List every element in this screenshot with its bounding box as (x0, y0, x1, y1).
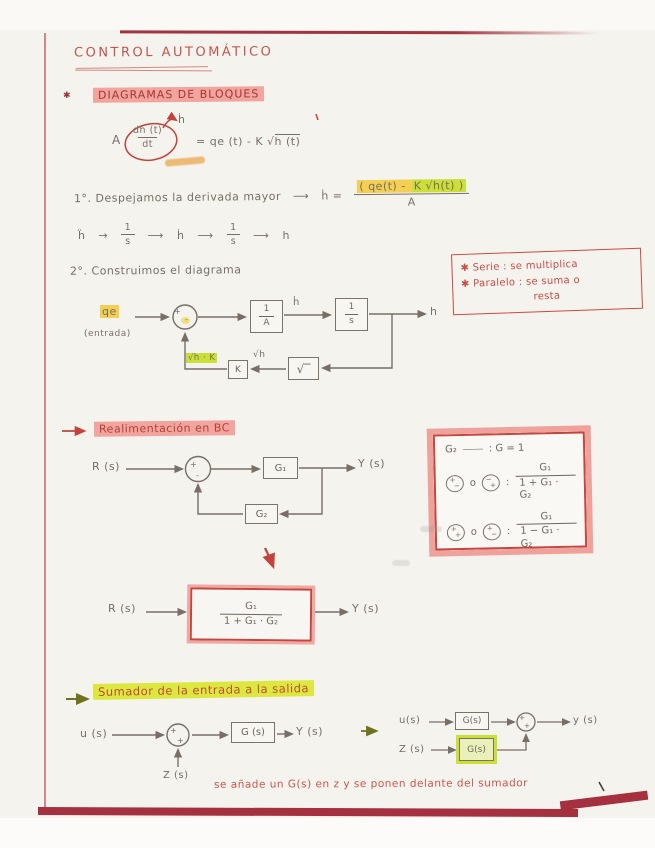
chain-f1-den: s (121, 234, 134, 248)
block-G2-text: G₂ (255, 508, 268, 520)
d1-hdot-label: ḣ (293, 297, 300, 308)
chain-h: h (282, 228, 290, 242)
block-G2 (245, 504, 278, 524)
formula-r3-colon: : (506, 525, 511, 537)
r3-c1-sign-b: + (454, 530, 461, 539)
step1-num-yellow: ( qe(t) - (359, 179, 410, 194)
section1-bullet: ✱ (63, 91, 72, 101)
sumador-right-wires (429, 713, 569, 750)
section1-heading-text: DIAGRAMAS DE BLOQUES (93, 86, 264, 102)
feedback-formula-box (427, 425, 594, 556)
formula-r3-o: o (470, 526, 478, 538)
orange-scribble (165, 156, 205, 166)
dr-sum-plus: + (519, 714, 525, 722)
block-Gs-left-text: G (s) (241, 727, 265, 738)
label-hdot-top: ḣ (178, 113, 186, 126)
integrator-chain (78, 220, 290, 250)
equation-rhs (196, 136, 300, 148)
formula-r2-num: G₁ (539, 462, 552, 474)
r2-c2-sign-b: + (490, 481, 497, 490)
block1-num: 1 (263, 304, 270, 315)
bottom-note: se añade un G(s) en z y se ponen delante del sumador (213, 777, 529, 791)
note-box (451, 248, 643, 315)
block-1-over-s (335, 298, 368, 331)
block2-den: s (345, 314, 358, 327)
sum-circle-icon (483, 523, 501, 540)
d1-input-text: qe (102, 305, 117, 318)
sqrt-argument: h (t) (274, 135, 301, 148)
note-line-1: ✱ Serie : se multiplica (460, 258, 578, 275)
step1-fraction (354, 179, 469, 210)
folder-bottom-edge-right (560, 791, 648, 811)
section3-heading (93, 682, 314, 699)
equation-A: A (112, 133, 121, 147)
d1-feedback-text: √h · K (188, 353, 216, 363)
dr-sum-plus2: + (524, 722, 530, 730)
dl-sum-plus: + (170, 726, 177, 735)
closed-loop-block (190, 587, 313, 641)
fraction-dhdt-num: dh (t) (133, 125, 163, 136)
formula-r2-o: o (469, 477, 477, 490)
chain-f2-den: s (227, 234, 240, 248)
d1-input-sub: (entrada) (84, 329, 131, 339)
dl-output: Y (s) (296, 725, 324, 738)
step1-text: 1°. Despejamos la derivada mayor (73, 189, 282, 205)
block-Gs-right-1 (455, 712, 489, 730)
section2-heading-text: Realimentación en BC (94, 420, 235, 436)
formula-r2-den: 1 + G₁ · G₂ (515, 474, 576, 502)
tiny-red-tick (316, 114, 318, 120)
block-Gs-right-2 (459, 738, 494, 761)
d1-sum-minus: - (185, 315, 188, 324)
pencil-smudge-2 (392, 560, 410, 566)
section2-heading (94, 422, 235, 436)
sum-circle-icon (446, 475, 464, 492)
chain-arrow-3: ⟶ (197, 228, 214, 242)
d1-input (100, 306, 119, 318)
chain-hddot: ḧ (78, 228, 86, 242)
block-K-text: K (235, 364, 241, 375)
paper-bottom-area (0, 818, 655, 848)
formula-r1-g: G₂ (445, 444, 458, 456)
d1-sqrt-label: √h (253, 350, 266, 360)
dr-input: u(s) (399, 715, 421, 726)
section1-heading (93, 88, 264, 102)
step1-num-green: K √h(t) ) (413, 179, 464, 193)
fraction-dhdt-den: dt (138, 137, 157, 151)
title-underline-2 (75, 70, 212, 72)
d2-sum-plus: + (190, 460, 197, 469)
formula-row-1 (445, 442, 575, 456)
step2-text: 2°. Construimos el diagrama (69, 263, 242, 278)
dl-z-input: Z (s) (163, 770, 189, 781)
d3-output: Y (s) (352, 602, 380, 615)
d1-sum-plus: + (174, 307, 181, 316)
chain-f2-num: 1 (230, 222, 237, 234)
section3-heading-text: Sumador de la entrada a la salida (93, 680, 314, 700)
d3-input: R (s) (108, 602, 136, 615)
block-1-over-A (250, 300, 283, 333)
reduce-down-arrow (265, 548, 273, 566)
r3-c1-sign-a: + (450, 524, 457, 533)
page-title: CONTROL AUTOMÁTICO (73, 44, 274, 61)
chain-arrow-4: ⟶ (253, 228, 270, 242)
sum-circle-icon (447, 524, 465, 541)
folder-bottom-edge (38, 807, 578, 817)
formula-row-2 (445, 462, 576, 504)
block-sqrt (288, 357, 319, 380)
r3-c2-sign-b: − (491, 530, 498, 539)
d2-sum-minus: - (196, 471, 199, 480)
sqrt-symbol: √ (267, 135, 275, 148)
formula-r2-colon: : (505, 477, 510, 489)
pencil-smudge-1 (420, 526, 442, 532)
formula-r3-num: G₁ (540, 510, 553, 522)
paper-top-margin (0, 0, 655, 30)
pen-tick-bottom-right (599, 782, 604, 791)
step1-row (74, 176, 469, 216)
block-K (228, 360, 248, 379)
formula-row-3 (446, 510, 577, 552)
folder-top-edge (120, 30, 598, 34)
r2-c2-sign-a: − (485, 475, 492, 484)
step1-den: A (354, 193, 468, 210)
block-G1-text: G₁ (274, 462, 287, 474)
chain-arrow-1: → (98, 228, 109, 242)
note-line-3: resta (533, 290, 561, 303)
r2-c1-sign-a: + (449, 476, 456, 485)
block-Gs-right-1-text: G(s) (462, 716, 482, 726)
dl-input: u (s) (80, 727, 108, 740)
closed-loop-den: 1 + G₁ · G₂ (220, 613, 282, 628)
block-G1 (263, 457, 298, 479)
formula-r1-result: : G = 1 (488, 442, 525, 455)
d2-output: Y (s) (358, 457, 386, 470)
dl-sum-plus2: + (177, 736, 184, 745)
folder-left-edge (44, 33, 46, 809)
closed-loop-num: G₁ (245, 600, 258, 613)
title-underline-1 (76, 66, 208, 69)
d2-input: R (s) (92, 460, 120, 473)
d1-output: h (430, 305, 438, 318)
d1-feedback-label (186, 354, 217, 363)
chain-hdot: ḣ (176, 228, 185, 242)
r2-c1-sign-b: − (453, 482, 460, 491)
diagram2-wires (126, 457, 354, 515)
note-line-2: ✱ Paralelo : se suma o (460, 274, 581, 290)
block2-num: 1 (348, 302, 355, 313)
olive-pen-marks (66, 699, 376, 731)
step1-arrow: ⟶ (292, 189, 310, 203)
chain-f1-num: 1 (124, 222, 132, 234)
block-Gs-left (231, 722, 275, 743)
dr-z-input: Z (s) (399, 744, 425, 755)
chain-arrow-2: ⟶ (147, 228, 164, 242)
r3-c2-sign-a: + (486, 524, 493, 533)
sum-circle-icon (482, 474, 500, 491)
equation-rhs-pre: = qe (t) - K (196, 135, 268, 148)
dr-output: y (s) (573, 715, 598, 726)
formula-r1-dash: ⎯⎯⎯⎯ (462, 443, 483, 455)
block-Gs-right-2-text: G(s) (467, 744, 486, 755)
fraction-dhdt (130, 125, 165, 151)
block-sqrt-text: √‾ (296, 361, 311, 376)
formula-r3-den: 1 − G₁ · G₂ (516, 523, 577, 551)
block1-den: A (259, 316, 273, 329)
step1-lhs: ḣ = (321, 188, 343, 202)
